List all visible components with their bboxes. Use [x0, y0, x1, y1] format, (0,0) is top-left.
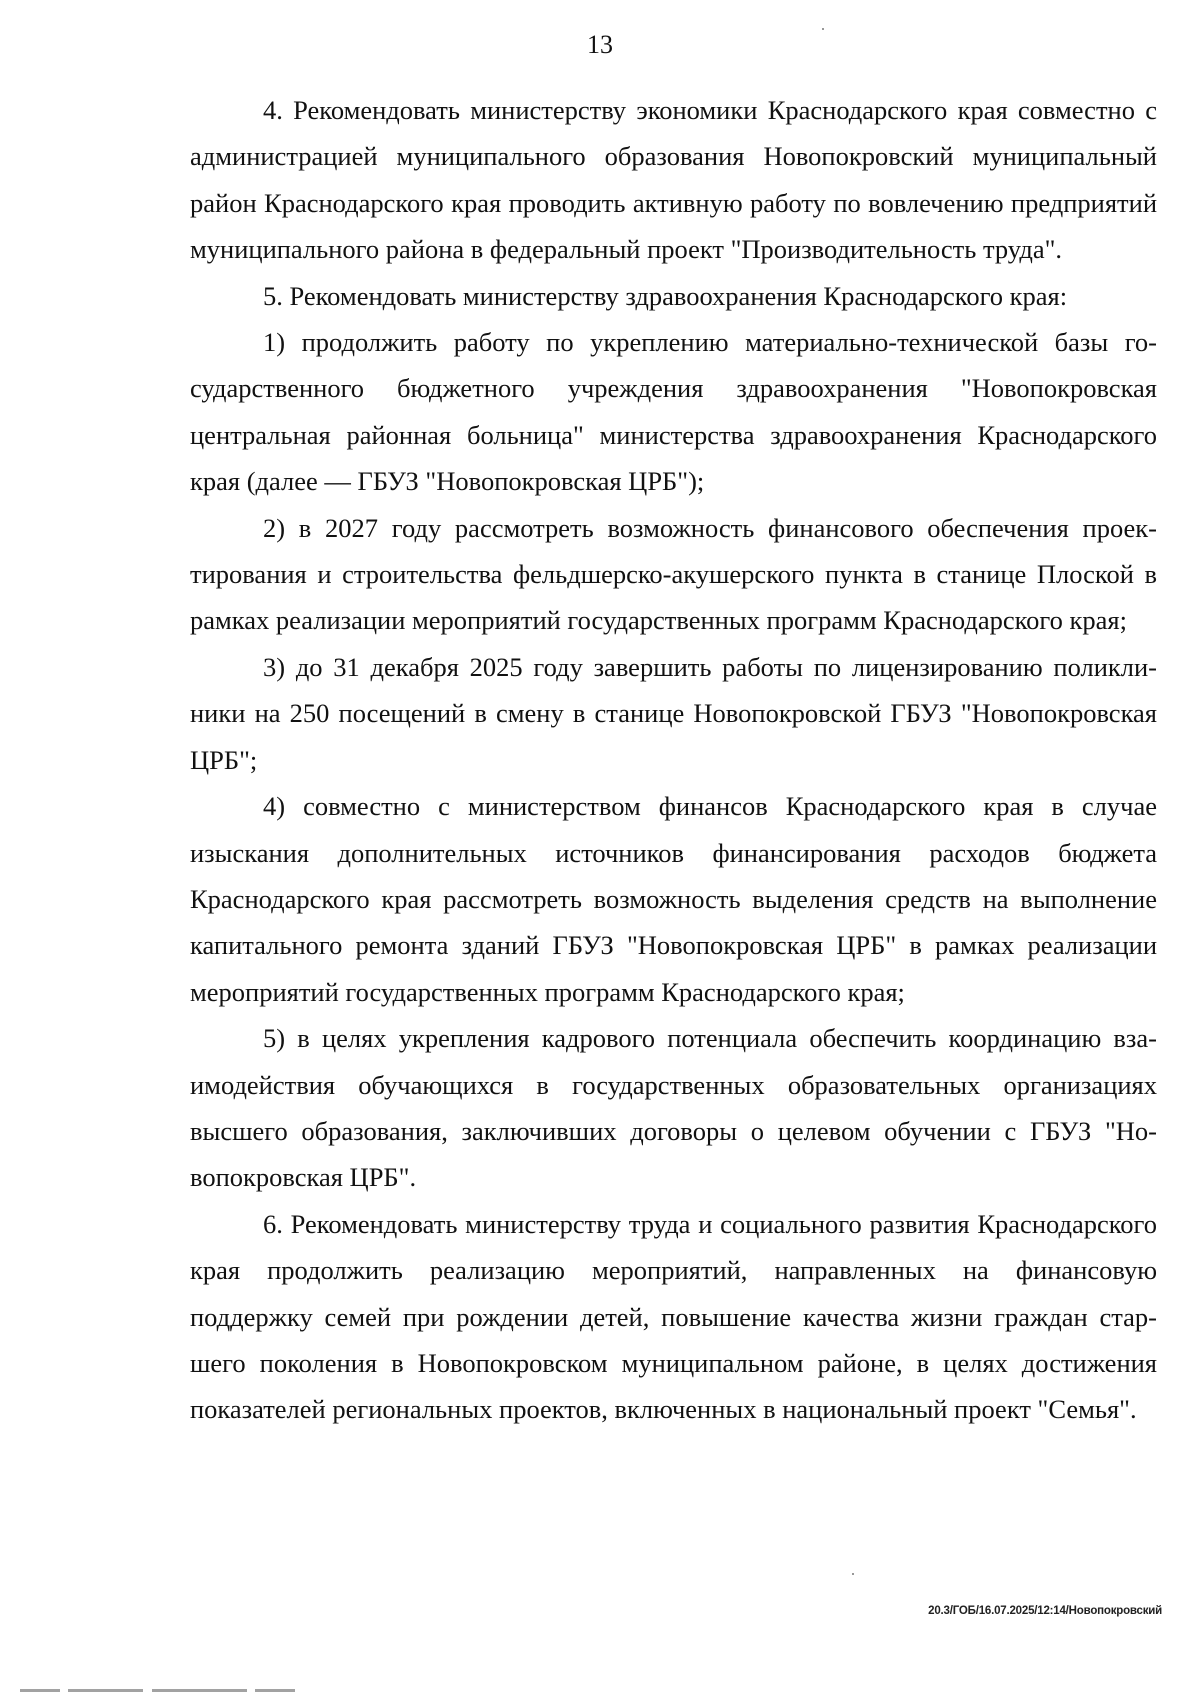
paragraph-subitem-5-5: 5) в целях укрепления кадрового потенциала обеспечить координацию взаимодействия обучающихся в государственных образовательных организациях высшего образования, заключивших договоры о целевом обучении с ГБУЗ "Новопокровская ЦРБ". [190, 1023, 1157, 1193]
page-number: 13 [587, 30, 613, 59]
paragraph-subitem-5-3: 3) до 31 декабря 2025 году завершить работы по лицензированию поликлиники на 250 посещений в смену в станице Новопокровской ГБУЗ "Новопокровская ЦРБ"; [190, 651, 1157, 775]
paragraph-item-5: 5. Рекомендовать министерству здравоохранения Краснодарского края: [263, 280, 1068, 311]
paragraph-subitem-5-4: 4) совместно с министерством финансов Краснодарского края в случае изыскания дополнительных источников финансирования расходов бюджета Краснодарского края рассмотреть возможность выделения средств на выполнение капитального ремонта зданий ГБУЗ "Новопокровская ЦРБ" в рамках реализации мероприятий государственных программ Краснодарского края; [190, 791, 1157, 1007]
scan-edge-marks [20, 1689, 320, 1695]
paragraph-subitem-5-2: 2) в 2027 году рассмотреть возможность финансового обеспечения проектирования и строительства фельдшерско-акушерского пункта в станице Плоской в рамках реализации мероприятий государственных программ Краснодарского края; [190, 512, 1157, 636]
scan-speck [822, 28, 824, 30]
scan-speck [852, 1573, 854, 1575]
document-footer-code: 20.3/ГОБ/16.07.2025/12:14/Новопокровский [928, 1605, 1162, 1617]
paragraph-item-6: 6. Рекомендовать министерству труда и социального развития Краснодарского края продолжить реализацию мероприятий, направленных на финансовую поддержку семей при рождении детей, повышение качества жизни граждан старшего поколения в Новопокровском муниципальном районе, в целях достижения показателей региональных проектов, включенных в национальный проект "Семья". [190, 1208, 1157, 1425]
paragraph-item-4: 4. Рекомендовать министерству экономики Краснодарского края совместно с администрацией муниципального образования Новопокровский муниципальный район Краснодарского края проводить активную работу по вовлечению предприятий муниципального района в федеральный проект "Производительность труда". [190, 95, 1157, 265]
document-body [190, 87, 1157, 1433]
paragraph-subitem-5-1: 1) продолжить работу по укреплению материально-технической базы государственного бюджетного учреждения здравоохранения "Новопокровская центральная районная больница" министерства здравоохранения Краснодарского края (далее — ГБУЗ "Новопокровская ЦРБ"); [190, 327, 1157, 497]
